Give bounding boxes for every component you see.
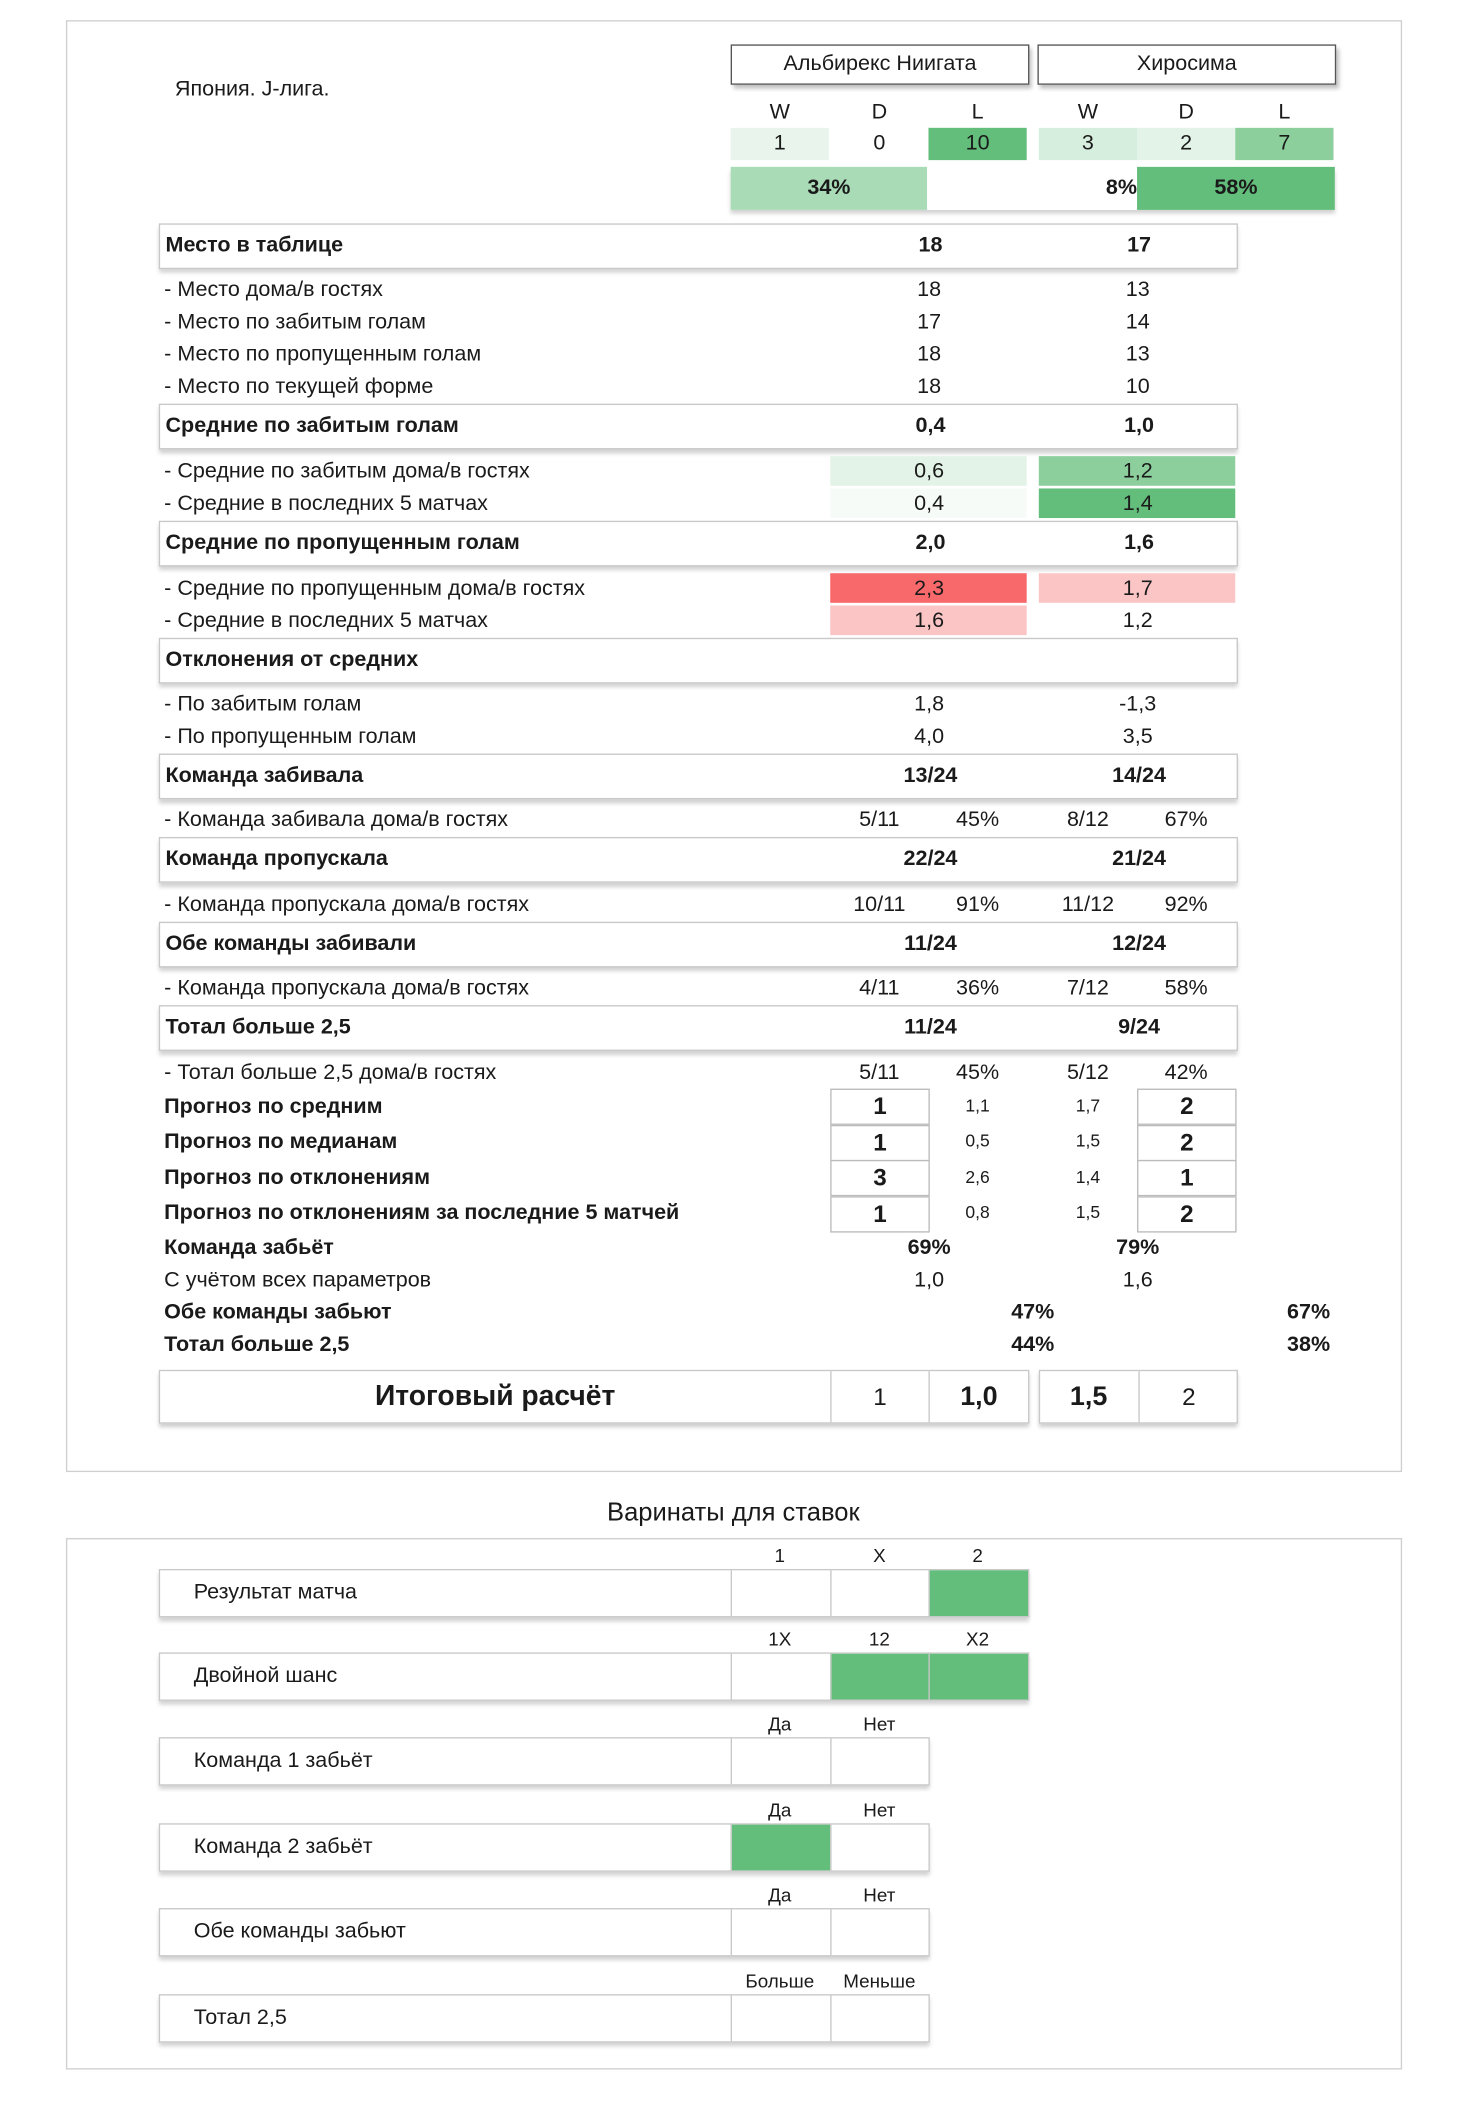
row-over-home	[159, 1058, 1235, 1090]
team2-percent: 58%	[1164, 976, 1208, 1000]
team2-value: 9/24	[1118, 1015, 1160, 1039]
bet-cell-under[interactable]	[830, 1996, 930, 2042]
wdl-value: 2	[1137, 128, 1235, 160]
team2-value: 1,6	[1124, 531, 1155, 555]
team2-value: 79%	[1116, 1236, 1160, 1260]
row-place-conceded	[159, 339, 1235, 371]
team1-value: 1,0	[914, 1268, 945, 1292]
bet-label: Обе команды забьют	[193, 1920, 406, 1944]
bet-cell-x[interactable]	[830, 1570, 930, 1616]
team2-value: 14	[1125, 310, 1150, 334]
team2-value: 1,0	[1124, 414, 1155, 438]
bet-option-label: Нет	[863, 1799, 896, 1821]
team1-percent: 36%	[956, 976, 1000, 1000]
wdl-value: 0	[830, 128, 928, 160]
team2-value: 12/24	[1112, 932, 1166, 956]
wdl-header: D	[1178, 100, 1194, 124]
team1-ratio: 5/11	[859, 1061, 900, 1085]
row-total-over	[159, 1329, 1343, 1361]
team1-percent: 45%	[956, 808, 1000, 832]
row-avg-conceded-last5	[159, 606, 1235, 638]
team1-value: 69%	[907, 1236, 951, 1260]
value-right: 67%	[1287, 1301, 1331, 1325]
forecast-goals-1: 1	[830, 1125, 930, 1161]
row-label: - Средние по забитым дома/в гостях	[164, 460, 530, 484]
team1-value: 0,4	[915, 414, 946, 438]
bet-match-result	[159, 1569, 1030, 1617]
section-btts	[159, 922, 1238, 968]
final-value-2: 1,0	[928, 1371, 1028, 1422]
bet-option-label: X	[873, 1544, 886, 1567]
row-label: С учётом всех параметров	[164, 1268, 432, 1292]
team1-ratio: 10/11	[853, 893, 906, 917]
league-title: Япония. J-лига.	[174, 78, 330, 101]
wdl-header: L	[1278, 100, 1291, 124]
team2-value: 3,5	[1122, 725, 1153, 749]
team2-percent: 92%	[1164, 893, 1208, 917]
row-label: - Место по текущей форме	[164, 375, 434, 399]
bet-double-chance	[159, 1652, 1030, 1700]
team1-value: 18	[917, 375, 942, 399]
section-deviation	[159, 638, 1238, 684]
bet-option-label: Меньше	[843, 1969, 916, 1992]
row-label: Прогноз по отклонениям за последние 5 матчей	[164, 1201, 680, 1225]
team2-value: 17	[1127, 234, 1152, 258]
forecast-xg-2: 1,5	[1075, 1130, 1101, 1151]
bet-cell-x2[interactable]	[928, 1654, 1028, 1700]
row-avg-scored-home	[159, 456, 1235, 488]
bet-cell-12[interactable]	[830, 1654, 930, 1700]
team1-value: 2,3	[914, 577, 945, 601]
row-label: - Команда пропускала дома/в гостях	[164, 976, 530, 1000]
bet-cell-yes[interactable]	[731, 1739, 831, 1785]
bet-total	[159, 1994, 930, 2042]
team1-ratio: 4/11	[859, 976, 900, 1000]
forecast-goals-2: 2	[1137, 1089, 1237, 1125]
bet-cell-yes[interactable]	[731, 1909, 831, 1955]
team1-value: 11/24	[904, 1015, 957, 1039]
wdl-value: 7	[1235, 128, 1333, 160]
bet-label: Двойной шанс	[193, 1664, 338, 1688]
row-team-scored-home	[159, 805, 1235, 837]
team2-value: 14/24	[1112, 764, 1166, 788]
team1-value: 13/24	[903, 764, 958, 788]
team2-ratio: 8/12	[1066, 808, 1109, 832]
bet-option-label: 1	[774, 1544, 786, 1567]
row-label: Команда забивала	[165, 764, 364, 788]
row-label: Место в таблице	[165, 234, 344, 258]
row-label: - Средние в последних 5 матчах	[164, 609, 488, 633]
section-team-scored	[159, 754, 1238, 800]
team1-value: 17	[917, 310, 942, 334]
final-value-3: 1,5	[1069, 1381, 1108, 1412]
team1-percent: 45%	[956, 1061, 1000, 1085]
prob-draw: 8%	[927, 167, 1137, 210]
row-label: - Место дома/в гостях	[164, 278, 383, 302]
row-label: Прогноз по средним	[164, 1095, 383, 1119]
probability-bar	[731, 167, 1335, 210]
bet-team2-scores	[159, 1823, 930, 1871]
row-label: Средние по забитым голам	[165, 414, 459, 438]
row-label: - По забитым голам	[164, 692, 362, 716]
bet-cell-no[interactable]	[830, 1739, 930, 1785]
bet-label: Тотал 2,5	[193, 2006, 287, 2030]
forecast-xg-1: 2,6	[965, 1166, 990, 1187]
bet-cell-no[interactable]	[830, 1825, 930, 1871]
row-label: Команда забьёт	[164, 1236, 334, 1260]
team1-value: 0,6	[914, 460, 945, 484]
forecast-goals-1: 3	[830, 1160, 930, 1196]
row-label: Отклонения от средних	[165, 648, 419, 672]
row-place-home	[159, 275, 1235, 307]
team2-ratio: 5/12	[1066, 1061, 1109, 1085]
row-label: - Место по пропущенным голам	[164, 343, 482, 367]
team2-value: 21/24	[1112, 847, 1166, 871]
section-team-conceded	[159, 837, 1238, 883]
bet-label: Команда 2 забьёт	[193, 1835, 373, 1859]
row-place-scored	[159, 307, 1235, 339]
bet-option-label: Да	[768, 1712, 792, 1735]
value-right: 38%	[1287, 1333, 1331, 1357]
row-label: - Команда пропускала дома/в гостях	[164, 893, 530, 917]
team1-value: 4,0	[914, 725, 945, 749]
bets-title: Варинаты для ставок	[607, 1498, 860, 1528]
row-label: - Команда забивала дома/в гостях	[164, 808, 509, 832]
row-avg-scored-last5	[159, 488, 1235, 520]
row-avg-conceded-home	[159, 573, 1235, 605]
team2-ratio: 7/12	[1066, 976, 1109, 1000]
row-dev-scored	[159, 689, 1235, 721]
team2-percent: 42%	[1164, 1061, 1208, 1085]
wdl-header: D	[871, 100, 888, 124]
wdl-header: L	[971, 100, 984, 124]
team1-percent: 91%	[956, 893, 1000, 917]
forecast-xg-1: 0,8	[965, 1201, 990, 1222]
row-place-form	[159, 371, 1235, 403]
wdl-value: 1	[731, 128, 829, 160]
bet-option-label: 1X	[768, 1628, 792, 1650]
bet-option-label: Нет	[863, 1712, 896, 1735]
bet-cell-1[interactable]	[731, 1570, 831, 1616]
team1-value: 0,4	[914, 492, 945, 516]
section-avg-scored	[159, 404, 1238, 450]
row-label: Прогноз по медианам	[164, 1130, 398, 1154]
team2-value: 10	[1125, 375, 1150, 399]
team1-value: 18	[917, 343, 942, 367]
row-all-params	[159, 1265, 1235, 1297]
bet-cell-over[interactable]	[731, 1996, 831, 2042]
forecast-xg-2: 1,5	[1075, 1201, 1101, 1222]
bet-option-label: Да	[768, 1883, 792, 1906]
team2-ratio: 11/12	[1061, 893, 1115, 917]
team2-value: 1,6	[1122, 1268, 1153, 1292]
forecast-xg-1: 0,5	[965, 1130, 990, 1151]
row-label: - Средние по пропущенным дома/в гостях	[164, 577, 586, 601]
team2-value: 13	[1125, 278, 1150, 302]
row-label: - Тотал больше 2,5 дома/в гостях	[164, 1061, 497, 1085]
bet-option-label: Больше	[745, 1969, 815, 1992]
team1-ratio: 5/11	[859, 808, 900, 832]
forecast-goals-1: 1	[830, 1089, 930, 1125]
forecast-goals-2: 1	[1137, 1160, 1237, 1196]
team1-value: 2,0	[915, 531, 946, 555]
bet-option-label: 12	[868, 1628, 890, 1650]
forecast-goals-2: 2	[1137, 1125, 1237, 1161]
row-label: - По пропущенным голам	[164, 725, 417, 749]
bet-team1-scores	[159, 1737, 930, 1785]
value-left: 47%	[1011, 1301, 1055, 1325]
row-label: Обе команды забьют	[164, 1301, 392, 1325]
row-label: - Средние в последних 5 матчах	[164, 492, 488, 516]
final-value-1: 1	[830, 1371, 928, 1422]
team2-value: 1,2	[1122, 609, 1153, 633]
prob-home-win: 34%	[731, 167, 927, 210]
wdl-header: W	[1077, 100, 1099, 124]
team2-value: 1,7	[1122, 577, 1153, 601]
bet-cell-2[interactable]	[928, 1570, 1028, 1616]
final-calculation-right	[1039, 1370, 1238, 1424]
bet-label: Результат матча	[193, 1581, 358, 1604]
row-label: Обе команды забивали	[165, 932, 417, 956]
forecast-goals-2: 2	[1137, 1196, 1237, 1232]
value-left: 44%	[1011, 1333, 1055, 1357]
team1-value: 11/24	[904, 932, 957, 956]
team2-value: 1,2	[1122, 460, 1153, 484]
prob-away-win: 58%	[1137, 167, 1335, 210]
forecast-goals-1: 1	[830, 1196, 930, 1232]
bet-option-label: Нет	[863, 1883, 896, 1906]
bet-option-label: X2	[966, 1628, 990, 1650]
section-place	[159, 223, 1238, 269]
team1-value: 1,8	[914, 692, 945, 716]
wdl-value: 10	[928, 128, 1026, 160]
final-calculation	[159, 1370, 1030, 1424]
row-label: Прогноз по отклонениям	[164, 1166, 431, 1190]
team2-value: -1,3	[1119, 692, 1157, 716]
row-label: - Место по забитым голам	[164, 310, 426, 334]
team2-value: 1,4	[1122, 492, 1153, 516]
bet-cell-yes[interactable]	[731, 1825, 831, 1871]
bet-cell-no[interactable]	[830, 1909, 930, 1955]
final-label: Итоговый расчёт	[375, 1380, 616, 1412]
row-dev-conceded	[159, 721, 1235, 753]
team1-value: 22/24	[903, 847, 958, 871]
team2-percent: 67%	[1164, 808, 1208, 832]
row-team-conceded-home	[159, 889, 1235, 921]
row-label: Команда пропускала	[165, 847, 388, 871]
team1-value: 18	[918, 234, 943, 258]
bet-option-label: Да	[768, 1799, 792, 1821]
bet-cell-1x[interactable]	[731, 1654, 831, 1700]
team1-value: 1,6	[914, 609, 945, 633]
team2-header: Хиросима	[1037, 44, 1336, 84]
forecast-xg-2: 1,4	[1075, 1166, 1101, 1187]
section-over	[159, 1005, 1238, 1051]
team1-value: 18	[917, 278, 942, 302]
final-value-4: 2	[1138, 1371, 1238, 1422]
forecast-xg-1: 1,1	[965, 1095, 990, 1116]
bet-label: Команда 1 забьёт	[193, 1749, 373, 1773]
bet-both-score	[159, 1908, 930, 1956]
row-label: Средние по пропущенным голам	[165, 531, 520, 555]
forecast-xg-2: 1,7	[1075, 1095, 1101, 1116]
row-both-will-score	[159, 1297, 1343, 1329]
bet-option-label: 2	[972, 1544, 983, 1567]
team1-header: Альбирекс Ниигата	[731, 44, 1030, 84]
section-avg-conceded	[159, 521, 1238, 567]
row-label: Тотал больше 2,5	[164, 1333, 350, 1357]
wdl-value: 3	[1039, 128, 1137, 160]
row-btts-home	[159, 973, 1235, 1005]
row-team-will-score	[159, 1233, 1235, 1265]
row-label: Тотал больше 2,5	[165, 1015, 351, 1039]
team2-value: 13	[1125, 343, 1150, 367]
wdl-header: W	[769, 100, 790, 124]
